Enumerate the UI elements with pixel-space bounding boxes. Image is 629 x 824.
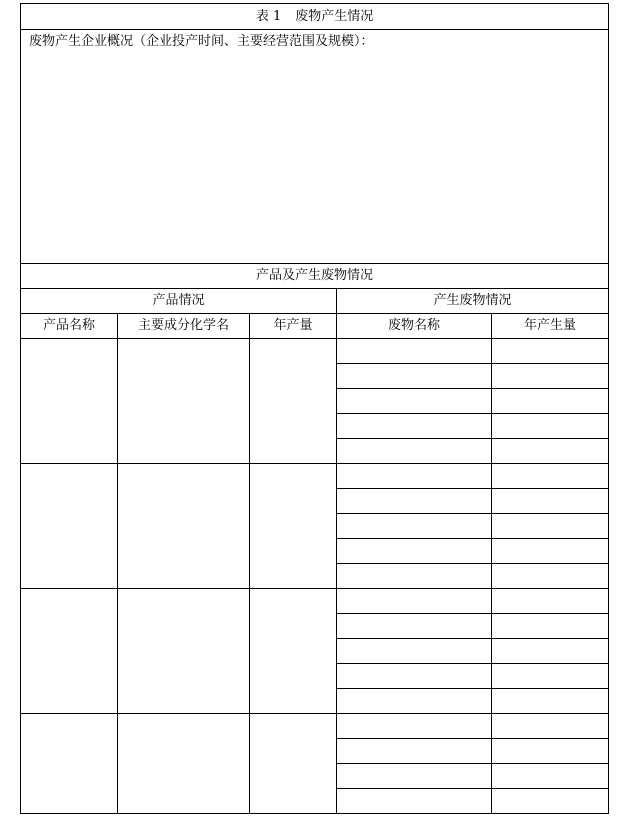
section-title: 产品及产生废物情况 [21,264,609,289]
column-header-annual-generation: 年产生量 [492,314,609,339]
waste-name-cell[interactable] [337,564,492,589]
annual-generation-cell[interactable] [492,564,609,589]
annual-generation-cell[interactable] [492,714,609,739]
column-header-main-composition: 主要成分化学名 [118,314,250,339]
annual-output-cell[interactable] [250,464,337,589]
annual-generation-cell[interactable] [492,639,609,664]
annual-generation-cell[interactable] [492,614,609,639]
enterprise-overview-label: 废物产生企业概况（企业投产时间、主要经营范围及规模）： [29,34,374,49]
product-name-cell[interactable] [21,589,118,714]
table-row [21,714,609,739]
annual-generation-cell[interactable] [492,664,609,689]
table-name: 废物产生情况 [295,8,374,24]
waste-name-cell[interactable] [337,339,492,364]
waste-name-cell[interactable] [337,464,492,489]
enterprise-overview-field[interactable] [21,30,609,264]
column-header-annual-output: 年产量 [250,314,337,339]
annual-generation-cell[interactable] [492,439,609,464]
product-group-header: 产品情况 [21,289,337,314]
annual-generation-cell[interactable] [492,514,609,539]
waste-name-cell[interactable] [337,414,492,439]
waste-name-cell[interactable] [337,664,492,689]
main-composition-cell[interactable] [118,589,250,714]
annual-generation-cell[interactable] [492,339,609,364]
annual-generation-cell[interactable] [492,364,609,389]
annual-generation-cell[interactable] [492,789,609,814]
table-row [21,464,609,489]
waste-name-cell[interactable] [337,714,492,739]
waste-name-cell[interactable] [337,539,492,564]
waste-name-cell[interactable] [337,589,492,614]
column-header-product-name: 产品名称 [21,314,118,339]
annual-output-cell[interactable] [250,589,337,714]
waste-name-cell[interactable] [337,764,492,789]
table-row [21,339,609,364]
annual-output-cell[interactable] [250,714,337,814]
product-name-cell[interactable] [21,464,118,589]
waste-group-header: 产生废物情况 [337,289,609,314]
waste-name-cell[interactable] [337,364,492,389]
main-composition-cell[interactable] [118,339,250,464]
product-name-cell[interactable] [21,339,118,464]
annual-generation-cell[interactable] [492,689,609,714]
waste-name-cell[interactable] [337,514,492,539]
annual-generation-cell[interactable] [492,464,609,489]
annual-generation-cell[interactable] [492,539,609,564]
waste-generation-table [20,3,609,814]
waste-name-cell[interactable] [337,439,492,464]
annual-generation-cell[interactable] [492,764,609,789]
main-composition-cell[interactable] [118,714,250,814]
table-title [21,4,609,30]
table-row [21,589,609,614]
annual-generation-cell[interactable] [492,589,609,614]
product-name-cell[interactable] [21,714,118,814]
table-number: 表 1 [255,8,282,24]
waste-name-cell[interactable] [337,789,492,814]
annual-generation-cell[interactable] [492,739,609,764]
waste-name-cell[interactable] [337,389,492,414]
waste-name-cell[interactable] [337,689,492,714]
column-header-waste-name: 废物名称 [337,314,492,339]
annual-generation-cell[interactable] [492,414,609,439]
annual-output-cell[interactable] [250,339,337,464]
annual-generation-cell[interactable] [492,389,609,414]
waste-name-cell[interactable] [337,489,492,514]
waste-name-cell[interactable] [337,739,492,764]
waste-name-cell[interactable] [337,614,492,639]
waste-name-cell[interactable] [337,639,492,664]
main-composition-cell[interactable] [118,464,250,589]
annual-generation-cell[interactable] [492,489,609,514]
